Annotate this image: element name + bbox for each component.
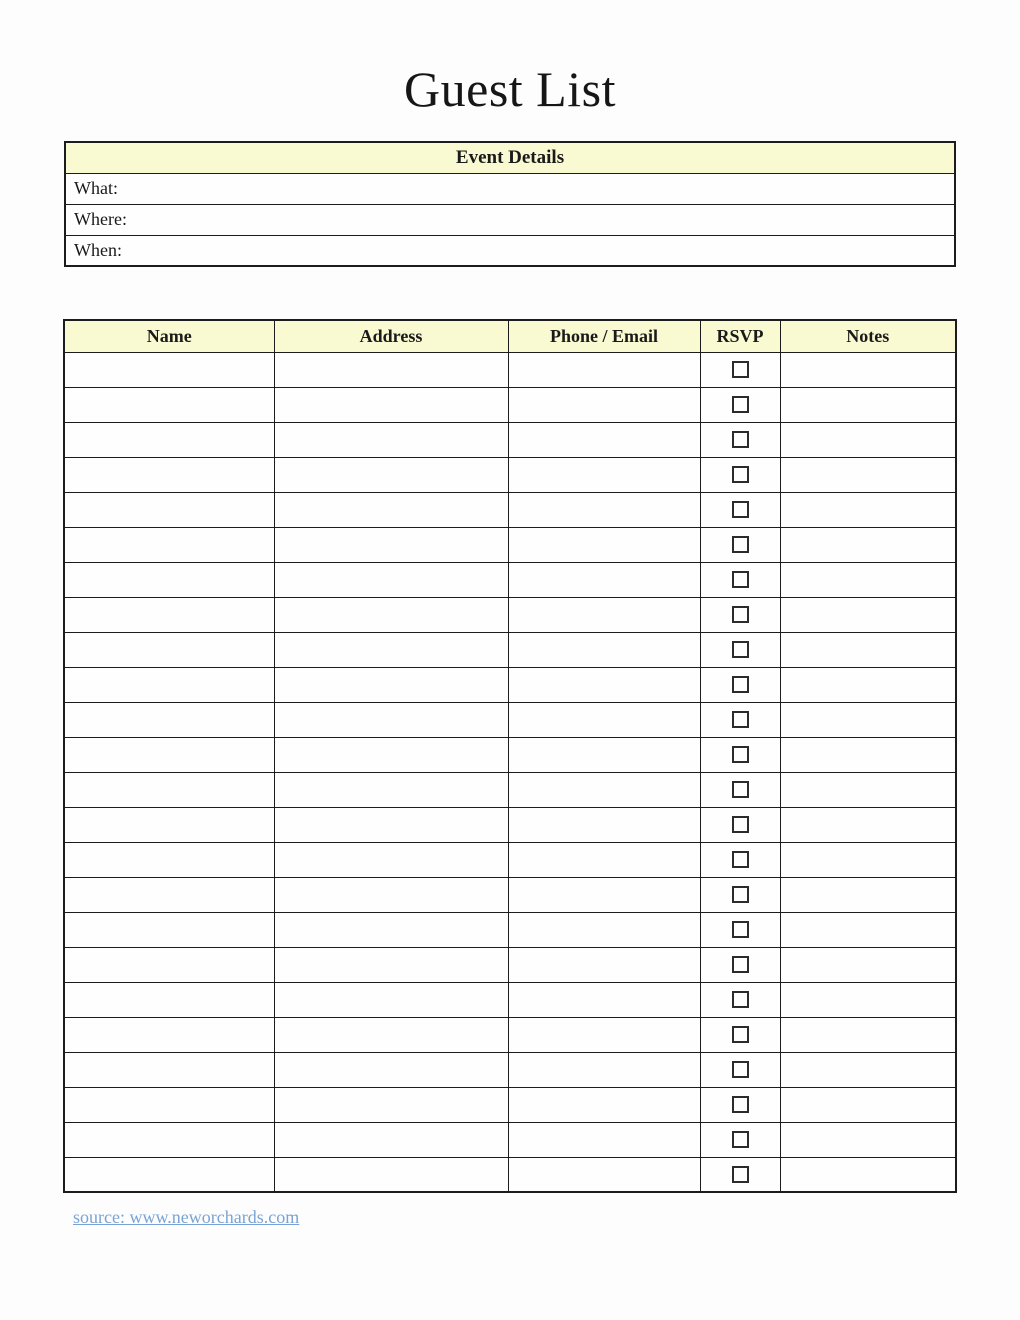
phone-email-cell xyxy=(508,807,700,842)
event-detail-when-field: When: xyxy=(65,235,955,266)
address-cell xyxy=(274,632,508,667)
rsvp-checkbox[interactable] xyxy=(732,991,749,1008)
rsvp-checkbox[interactable] xyxy=(732,1096,749,1113)
rsvp-checkbox[interactable] xyxy=(732,711,749,728)
notes-cell xyxy=(780,1017,956,1052)
rsvp-cell xyxy=(700,1157,780,1192)
rsvp-checkbox[interactable] xyxy=(732,1026,749,1043)
rsvp-cell xyxy=(700,947,780,982)
page-title: Guest List xyxy=(404,61,616,117)
name-cell xyxy=(64,352,274,387)
name-cell xyxy=(64,527,274,562)
notes-cell xyxy=(780,702,956,737)
phone-email-cell xyxy=(508,1017,700,1052)
column-header-rsvp: RSVP xyxy=(700,320,780,352)
guest-row xyxy=(64,702,956,737)
name-cell xyxy=(64,422,274,457)
address-cell xyxy=(274,1157,508,1192)
phone-email-cell xyxy=(508,912,700,947)
notes-cell xyxy=(780,352,956,387)
name-cell xyxy=(64,1087,274,1122)
rsvp-cell xyxy=(700,527,780,562)
guest-row xyxy=(64,1017,956,1052)
rsvp-cell xyxy=(700,842,780,877)
notes-cell xyxy=(780,1087,956,1122)
rsvp-checkbox[interactable] xyxy=(732,746,749,763)
guest-row xyxy=(64,912,956,947)
notes-cell xyxy=(780,982,956,1017)
column-header-notes: Notes xyxy=(780,320,956,352)
guest-row xyxy=(64,527,956,562)
phone-email-cell xyxy=(508,737,700,772)
notes-cell xyxy=(780,527,956,562)
guest-list-table xyxy=(63,319,957,1193)
name-cell xyxy=(64,772,274,807)
name-cell xyxy=(64,632,274,667)
column-header-name: Name xyxy=(64,320,274,352)
guest-row xyxy=(64,492,956,527)
rsvp-checkbox[interactable] xyxy=(732,536,749,553)
guest-row xyxy=(64,632,956,667)
phone-email-cell xyxy=(508,772,700,807)
guest-row xyxy=(64,947,956,982)
address-cell xyxy=(274,737,508,772)
name-cell xyxy=(64,737,274,772)
notes-cell xyxy=(780,422,956,457)
rsvp-cell xyxy=(700,597,780,632)
address-cell xyxy=(274,492,508,527)
rsvp-cell xyxy=(700,1017,780,1052)
name-cell xyxy=(64,667,274,702)
source-link[interactable]: source: www.neworchards.com xyxy=(73,1207,300,1227)
guest-row xyxy=(64,1052,956,1087)
guest-row xyxy=(64,737,956,772)
phone-email-cell xyxy=(508,597,700,632)
rsvp-checkbox[interactable] xyxy=(732,851,749,868)
guest-row xyxy=(64,352,956,387)
address-cell xyxy=(274,352,508,387)
rsvp-checkbox[interactable] xyxy=(732,641,749,658)
address-cell xyxy=(274,562,508,597)
name-cell xyxy=(64,1157,274,1192)
guest-row xyxy=(64,667,956,702)
address-cell xyxy=(274,772,508,807)
name-cell xyxy=(64,492,274,527)
phone-email-cell xyxy=(508,877,700,912)
event-detail-row-when xyxy=(65,235,955,266)
guest-row xyxy=(64,877,956,912)
phone-email-cell xyxy=(508,982,700,1017)
notes-cell xyxy=(780,597,956,632)
phone-email-cell xyxy=(508,667,700,702)
guest-table-header-row xyxy=(64,320,956,352)
notes-cell xyxy=(780,457,956,492)
name-cell xyxy=(64,877,274,912)
address-cell xyxy=(274,842,508,877)
rsvp-cell xyxy=(700,772,780,807)
rsvp-checkbox[interactable] xyxy=(732,1061,749,1078)
name-cell xyxy=(64,1122,274,1157)
name-cell xyxy=(64,562,274,597)
name-cell xyxy=(64,947,274,982)
notes-cell xyxy=(780,387,956,422)
address-cell xyxy=(274,912,508,947)
rsvp-checkbox[interactable] xyxy=(732,571,749,588)
rsvp-cell xyxy=(700,492,780,527)
phone-email-cell xyxy=(508,702,700,737)
guest-row xyxy=(64,1157,956,1192)
guest-row xyxy=(64,772,956,807)
address-cell xyxy=(274,527,508,562)
notes-cell xyxy=(780,1157,956,1192)
rsvp-cell xyxy=(700,982,780,1017)
event-detail-where-field: Where: xyxy=(65,204,955,235)
name-cell xyxy=(64,457,274,492)
guest-row xyxy=(64,457,956,492)
rsvp-checkbox[interactable] xyxy=(732,1131,749,1148)
address-cell xyxy=(274,1052,508,1087)
guest-row xyxy=(64,562,956,597)
phone-email-cell xyxy=(508,1087,700,1122)
notes-cell xyxy=(780,492,956,527)
rsvp-checkbox[interactable] xyxy=(732,886,749,903)
rsvp-cell xyxy=(700,807,780,842)
address-cell xyxy=(274,1017,508,1052)
address-cell xyxy=(274,982,508,1017)
notes-cell xyxy=(780,877,956,912)
phone-email-cell xyxy=(508,1157,700,1192)
notes-cell xyxy=(780,632,956,667)
event-details-table xyxy=(64,141,956,267)
guest-row xyxy=(64,422,956,457)
rsvp-cell xyxy=(700,457,780,492)
phone-email-cell xyxy=(508,422,700,457)
notes-cell xyxy=(780,737,956,772)
phone-email-cell xyxy=(508,387,700,422)
guest-row xyxy=(64,807,956,842)
phone-email-cell xyxy=(508,632,700,667)
address-cell xyxy=(274,597,508,632)
phone-email-cell xyxy=(508,947,700,982)
event-detail-row-where xyxy=(65,204,955,235)
event-detail-what-field: What: xyxy=(65,173,955,204)
rsvp-checkbox[interactable] xyxy=(732,956,749,973)
rsvp-cell xyxy=(700,912,780,947)
guest-row xyxy=(64,597,956,632)
rsvp-cell xyxy=(700,387,780,422)
address-cell xyxy=(274,457,508,492)
rsvp-cell xyxy=(700,352,780,387)
event-details-header: Event Details xyxy=(65,142,955,173)
name-cell xyxy=(64,597,274,632)
notes-cell xyxy=(780,1052,956,1087)
rsvp-checkbox[interactable] xyxy=(732,606,749,623)
address-cell xyxy=(274,387,508,422)
address-cell xyxy=(274,947,508,982)
address-cell xyxy=(274,807,508,842)
rsvp-checkbox[interactable] xyxy=(732,1166,749,1183)
address-cell xyxy=(274,667,508,702)
name-cell xyxy=(64,1017,274,1052)
rsvp-checkbox[interactable] xyxy=(732,466,749,483)
event-detail-row-what xyxy=(65,173,955,204)
rsvp-checkbox[interactable] xyxy=(732,921,749,938)
address-cell xyxy=(274,1087,508,1122)
address-cell xyxy=(274,702,508,737)
address-cell xyxy=(274,422,508,457)
rsvp-cell xyxy=(700,632,780,667)
name-cell xyxy=(64,842,274,877)
notes-cell xyxy=(780,667,956,702)
notes-cell xyxy=(780,912,956,947)
notes-cell xyxy=(780,807,956,842)
phone-email-cell xyxy=(508,1122,700,1157)
address-cell xyxy=(274,1122,508,1157)
phone-email-cell xyxy=(508,492,700,527)
notes-cell xyxy=(780,562,956,597)
phone-email-cell xyxy=(508,842,700,877)
name-cell xyxy=(64,387,274,422)
rsvp-checkbox[interactable] xyxy=(732,361,749,378)
rsvp-cell xyxy=(700,702,780,737)
name-cell xyxy=(64,982,274,1017)
notes-cell xyxy=(780,772,956,807)
rsvp-checkbox[interactable] xyxy=(732,676,749,693)
guest-row xyxy=(64,982,956,1017)
rsvp-checkbox[interactable] xyxy=(732,781,749,798)
rsvp-checkbox[interactable] xyxy=(732,431,749,448)
guest-row xyxy=(64,387,956,422)
rsvp-cell xyxy=(700,667,780,702)
phone-email-cell xyxy=(508,352,700,387)
event-details-header-row xyxy=(65,142,955,173)
rsvp-cell xyxy=(700,562,780,597)
name-cell xyxy=(64,912,274,947)
rsvp-cell xyxy=(700,422,780,457)
address-cell xyxy=(274,877,508,912)
guest-row xyxy=(64,1122,956,1157)
guest-row xyxy=(64,842,956,877)
rsvp-cell xyxy=(700,1087,780,1122)
rsvp-cell xyxy=(700,737,780,772)
notes-cell xyxy=(780,842,956,877)
rsvp-checkbox[interactable] xyxy=(732,501,749,518)
notes-cell xyxy=(780,947,956,982)
rsvp-checkbox[interactable] xyxy=(732,816,749,833)
name-cell xyxy=(64,807,274,842)
phone-email-cell xyxy=(508,457,700,492)
rsvp-checkbox[interactable] xyxy=(732,396,749,413)
notes-cell xyxy=(780,1122,956,1157)
column-header-address: Address xyxy=(274,320,508,352)
column-header-phone-email: Phone / Email xyxy=(508,320,700,352)
name-cell xyxy=(64,1052,274,1087)
footer xyxy=(64,1207,956,1228)
rsvp-cell xyxy=(700,1122,780,1157)
phone-email-cell xyxy=(508,527,700,562)
name-cell xyxy=(64,702,274,737)
phone-email-cell xyxy=(508,1052,700,1087)
rsvp-cell xyxy=(700,1052,780,1087)
guest-row xyxy=(64,1087,956,1122)
phone-email-cell xyxy=(508,562,700,597)
rsvp-cell xyxy=(700,877,780,912)
